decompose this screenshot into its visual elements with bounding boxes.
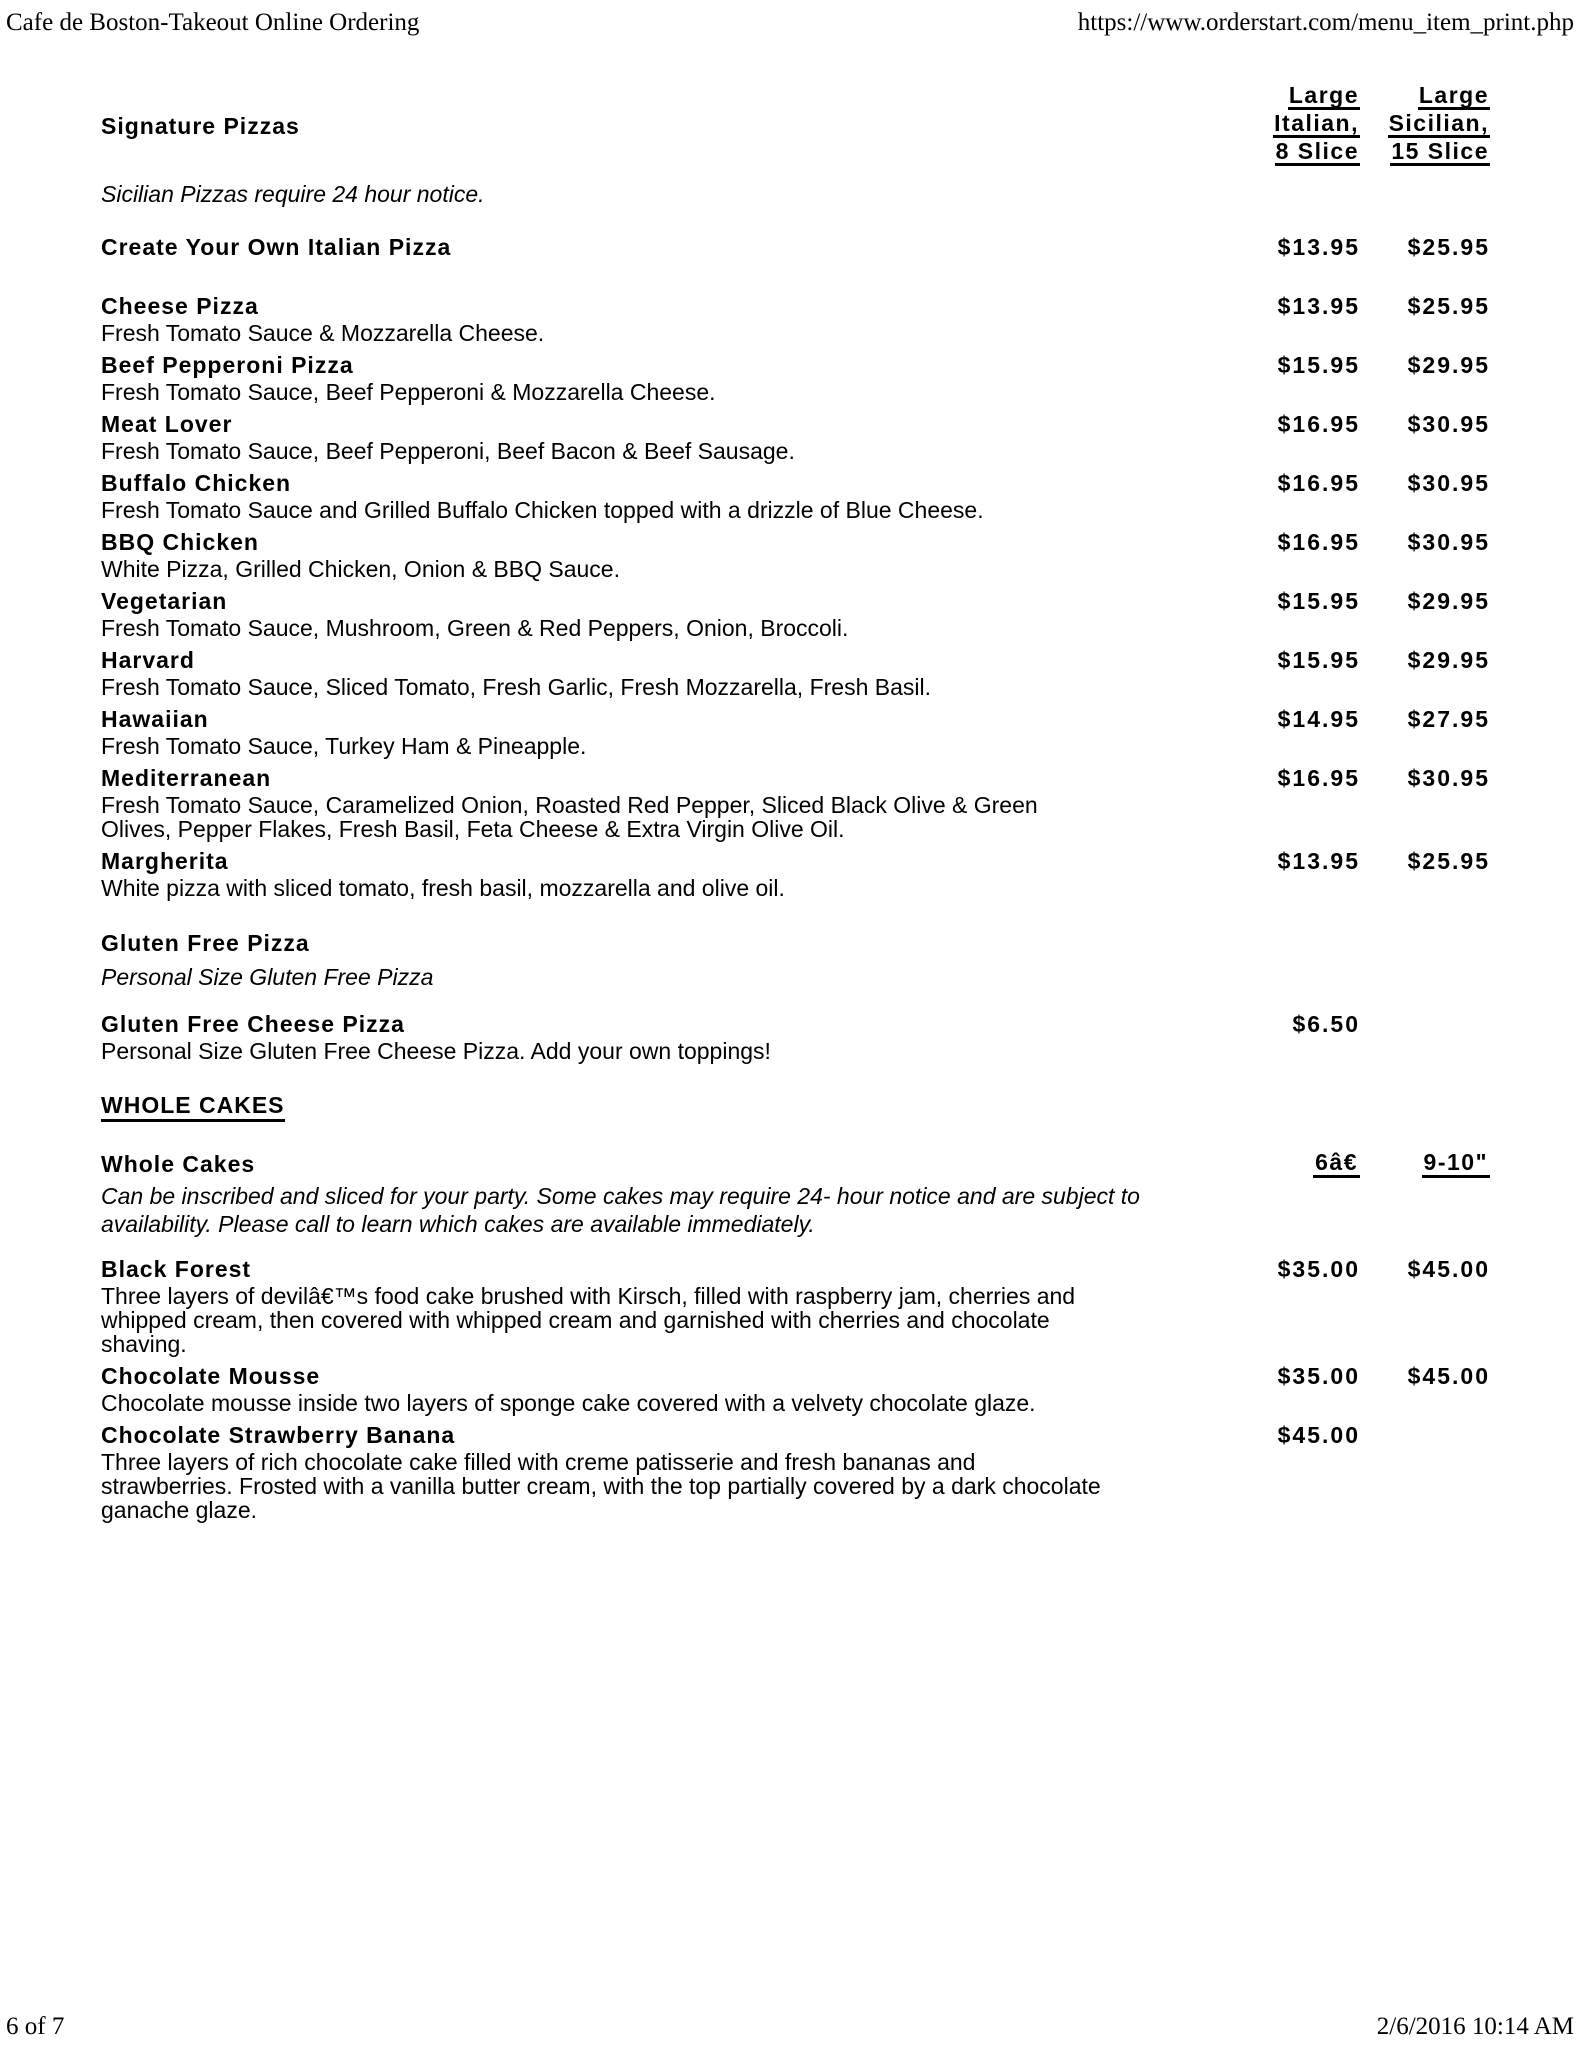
menu-item-price-6in: $45.00	[1277, 1422, 1360, 1448]
menu-item-nameline	[101, 586, 1490, 616]
col1-line1: Large	[1288, 82, 1359, 108]
menu-item-row	[101, 350, 1490, 404]
menu-item-price-sicilian: $29.95	[1407, 352, 1490, 378]
menu-item-price-italian: $13.95	[1277, 848, 1360, 874]
signature-pizzas-items	[101, 232, 1490, 900]
menu-item-nameline	[101, 1420, 1490, 1450]
whole-cakes-header-row	[101, 1150, 1490, 1178]
col2-line2: Sicilian,	[1388, 110, 1489, 136]
menu-item-description: Fresh Tomato Sauce, Sliced Tomato, Fresh Garlic, Fresh Mozzarella, Fresh Basil.	[101, 674, 932, 700]
menu-item-nameline	[101, 409, 1490, 439]
menu-item-description: White pizza with sliced tomato, fresh basil, mozzarella and olive oil.	[101, 875, 785, 901]
whole-cakes-heading-text: WHOLE CAKES	[101, 1092, 285, 1122]
menu-item-description: Fresh Tomato Sauce, Turkey Ham & Pineapple.	[101, 733, 587, 759]
menu-item-description: Three layers of rich chocolate cake filled with creme patisserie and fresh bananas and strawberries. Frosted with a vanilla butter cream, with the top partially covered by a dark chocolate ganache glaze.	[101, 1449, 1101, 1523]
menu-item-price-sicilian: $30.95	[1407, 765, 1490, 791]
menu-item-price-sicilian: $25.95	[1407, 848, 1490, 874]
menu-item-price-small: $6.50	[1292, 1011, 1360, 1037]
menu-item-price-italian: $15.95	[1277, 647, 1360, 673]
menu-item-row	[101, 704, 1490, 758]
menu-item-nameline	[101, 232, 1490, 262]
col1-line3: 8 Slice	[1275, 138, 1359, 164]
column-header-large-sicilian	[1360, 84, 1490, 168]
menu-item-nameline	[101, 468, 1490, 498]
menu-item-price-italian: $16.95	[1277, 470, 1360, 496]
menu-item-description: Chocolate mousse inside two layers of sponge cake covered with a velvety chocolate glaze.	[101, 1390, 1036, 1416]
menu-item-row	[101, 468, 1490, 522]
cakes-col2-label: 9-10"	[1422, 1150, 1490, 1178]
menu-item-price-sicilian: $29.95	[1407, 588, 1490, 614]
menu-item-price-6in: $35.00	[1277, 1256, 1360, 1282]
menu-item-row	[101, 586, 1490, 640]
gluten-free-section	[101, 930, 1490, 1063]
menu-item-name: Meat Lover	[101, 411, 233, 437]
menu-item-price-italian: $15.95	[1277, 588, 1360, 614]
signature-pizzas-note: Sicilian Pizzas require 24 hour notice.	[101, 181, 485, 207]
signature-pizzas-header-row	[101, 84, 1490, 168]
menu-item-row	[101, 846, 1490, 900]
menu-item-description: Personal Size Gluten Free Cheese Pizza. Add your own toppings!	[101, 1038, 771, 1064]
menu-item-row	[101, 1254, 1490, 1356]
menu-item-name: Chocolate Mousse	[101, 1363, 321, 1389]
whole-cakes-note: Can be inscribed and sliced for your party. Some cakes may require 24- hour notice and are subject to availability. Please call to learn which cakes are available immediately.	[101, 1183, 1140, 1237]
menu-item-name: Vegetarian	[101, 588, 228, 614]
menu-item-price-italian: $16.95	[1277, 411, 1360, 437]
menu-item-price-sicilian: $25.95	[1407, 293, 1490, 319]
menu-item-description: Fresh Tomato Sauce, Caramelized Onion, Roasted Red Pepper, Sliced Black Olive & Green Olives, Pepper Flakes, Fresh Basil, Feta Cheese & Extra Virgin Olive Oil.	[101, 792, 1038, 842]
menu-item-price-sicilian: $25.95	[1407, 234, 1490, 260]
column-header-9-10in	[1360, 1150, 1490, 1178]
menu-item-name: Cheese Pizza	[101, 293, 259, 319]
menu-item-nameline	[101, 350, 1490, 380]
menu-item-price-sicilian: $27.95	[1407, 706, 1490, 732]
menu-item-price-sicilian: $30.95	[1407, 470, 1490, 496]
menu-item-nameline	[101, 645, 1490, 675]
menu-item-row	[101, 645, 1490, 699]
menu-item-nameline	[101, 763, 1490, 793]
menu-item-name: Buffalo Chicken	[101, 470, 292, 496]
menu-item-price-italian: $13.95	[1277, 234, 1360, 260]
whole-cakes-items	[101, 1254, 1490, 1522]
menu-item-name: Create Your Own Italian Pizza	[101, 234, 452, 260]
menu-item-nameline	[101, 1361, 1490, 1391]
menu-item-name: Harvard	[101, 647, 195, 673]
menu-item-name: BBQ Chicken	[101, 529, 259, 555]
section-title-signature-pizzas: Signature Pizzas	[101, 112, 300, 139]
menu-item-price-9-10in: $45.00	[1407, 1256, 1490, 1282]
menu-item-name: Margherita	[101, 848, 229, 874]
menu-item-description: Fresh Tomato Sauce, Mushroom, Green & Red Peppers, Onion, Broccoli.	[101, 615, 849, 641]
menu-item-row	[101, 409, 1490, 463]
menu-item-description: Fresh Tomato Sauce, Beef Pepperoni & Mozzarella Cheese.	[101, 379, 716, 405]
menu-item-name: Beef Pepperoni Pizza	[101, 352, 354, 378]
menu-item-nameline	[101, 527, 1490, 557]
gluten-free-note: Personal Size Gluten Free Pizza	[101, 964, 434, 990]
cakes-col1-label: 6â€	[1313, 1150, 1360, 1178]
menu-item-price-italian: $13.95	[1277, 293, 1360, 319]
menu-item-description: Fresh Tomato Sauce & Mozzarella Cheese.	[101, 320, 545, 346]
print-header	[6, 8, 1574, 38]
menu-item-row	[101, 527, 1490, 581]
menu-item-price-sicilian: $30.95	[1407, 529, 1490, 555]
menu-item-row	[101, 1361, 1490, 1415]
print-footer	[6, 2012, 1574, 2042]
menu-item-description: Fresh Tomato Sauce, Beef Pepperoni, Beef Bacon & Beef Sausage.	[101, 438, 795, 464]
page-number: 6 of 7	[6, 2013, 65, 2040]
column-header-6in	[1230, 1150, 1360, 1178]
menu-item-nameline	[101, 1009, 1490, 1039]
print-datetime: 2/6/2016 10:14 AM	[1376, 2013, 1574, 2040]
menu-item-nameline	[101, 1254, 1490, 1284]
menu-item-description: White Pizza, Grilled Chicken, Onion & BBQ Sauce.	[101, 556, 620, 582]
menu-item-nameline	[101, 291, 1490, 321]
menu-item-name: Gluten Free Cheese Pizza	[101, 1011, 405, 1037]
menu-item-description: Three layers of devilâ€™s food cake brushed with Kirsch, filled with raspberry jam, cherries and whipped cream, then covered with whipped cream and garnished with cherries and chocolate shaving.	[101, 1283, 1076, 1357]
menu-item-price-sicilian: $29.95	[1407, 647, 1490, 673]
col2-line3: 15 Slice	[1391, 138, 1489, 164]
section-title-whole-cakes: Whole Cakes	[101, 1150, 256, 1177]
col1-line2: Italian,	[1274, 110, 1359, 136]
menu-item-name: Chocolate Strawberry Banana	[101, 1422, 456, 1448]
menu-item-row	[101, 291, 1490, 345]
menu-item-nameline	[101, 846, 1490, 876]
menu-content	[101, 84, 1490, 1527]
menu-item-price-italian: $14.95	[1277, 706, 1360, 732]
menu-item-nameline	[101, 704, 1490, 734]
menu-item-row	[101, 232, 1490, 262]
col2-line1: Large	[1418, 82, 1489, 108]
menu-item-row	[101, 1009, 1490, 1063]
menu-item-row	[101, 763, 1490, 841]
menu-item-description: Fresh Tomato Sauce and Grilled Buffalo Chicken topped with a drizzle of Blue Cheese.	[101, 497, 984, 523]
menu-item-price-9-10in: $45.00	[1407, 1363, 1490, 1389]
page-title: Cafe de Boston-Takeout Online Ordering	[6, 9, 420, 36]
section-title-gluten-free: Gluten Free Pizza	[101, 930, 310, 956]
menu-item-price-sicilian: $30.95	[1407, 411, 1490, 437]
menu-item-name: Mediterranean	[101, 765, 272, 791]
menu-item-price-italian: $15.95	[1277, 352, 1360, 378]
page-url: https://www.orderstart.com/menu_item_print.php	[1077, 9, 1574, 36]
menu-item-row	[101, 1420, 1490, 1522]
whole-cakes-heading	[101, 1090, 1490, 1120]
column-header-large-italian	[1230, 84, 1360, 168]
menu-item-price-6in: $35.00	[1277, 1363, 1360, 1389]
menu-item-name: Black Forest	[101, 1256, 252, 1282]
menu-item-price-italian: $16.95	[1277, 529, 1360, 555]
menu-item-price-italian: $16.95	[1277, 765, 1360, 791]
menu-item-name: Hawaiian	[101, 706, 209, 732]
gluten-free-items	[101, 1009, 1490, 1063]
